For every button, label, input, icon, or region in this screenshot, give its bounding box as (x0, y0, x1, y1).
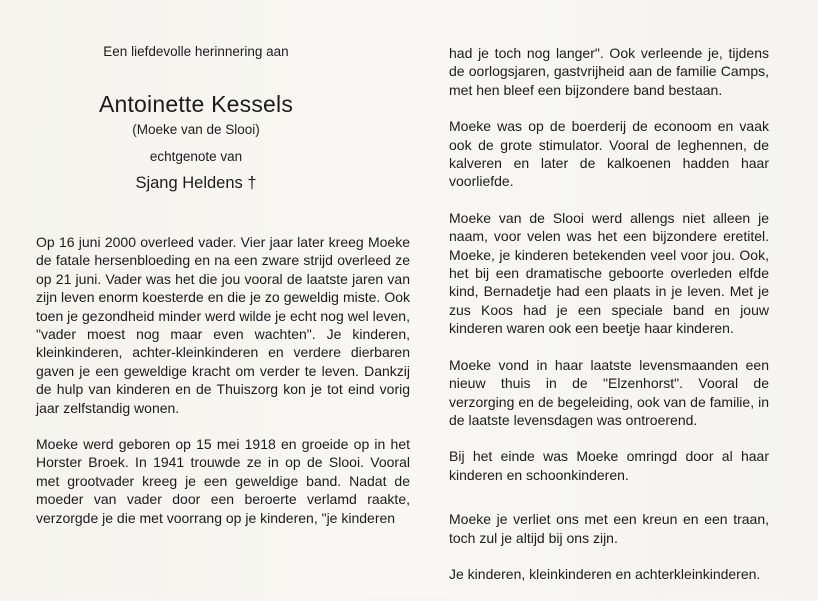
signature: Je kinderen, kleinkinderen en achterkleinkinderen. (449, 565, 761, 582)
intro-line: Een liefdevolle herinnering aan (103, 44, 289, 59)
nickname: (Moeke van de Slooi) (132, 122, 260, 137)
closing-text: Moeke je verliet ons met een kreun en een traan, toch zul je altijd bij ons zijn. (449, 511, 769, 546)
paragraph: Moeke werd geboren op 15 mei 1918 en groeide op in het Horster Broek. In 1941 trouwde ze in op de Slooi. Vooral met grootvader kreeg je een geweldige band. Nadat de moeder van vader door een beroerte verlamd raakte, verzorgde je die met voorrang op je kinderen, "je kinderen (36, 436, 410, 526)
paragraph: Moeke vond in haar laatste levensmaanden een nieuw thuis in de "Elzenhorst". Vooral de verzorging en de begeleiding, ook van de familie, in de laatste levensdagen was ontroerend. (449, 356, 769, 428)
spouse-name: Sjang Heldens † (135, 174, 257, 192)
right-page (449, 44, 769, 601)
paragraph: Moeke was op de boerderij de econoom en vaak ook de grote stimulator. Vooral de leghennen, de kalveren en later de kalkoenen hadden haar voorliefde. (449, 118, 769, 190)
paragraph: Bij het einde was Moeke omringd door al haar kinderen en schoonkinderen. (449, 448, 769, 483)
paragraph: had je toch nog langer". Ook verleende je, tijdens de oorlogsjaren, gastvrijheid aan de familie Camps, met hen bleef een bijzondere band bestaan. (449, 45, 769, 98)
paragraph: Moeke van de Slooi werd allengs niet alleen je naam, voor velen was het een bijzondere eretitel. Moeke, je kinderen betekenden veel voor jou. Ook, het bij een dramatische geboorte overleden elfde kind, Bernadetje had een plaats in je leven. Met je zus Koos had je een speciale band en jouw kinderen waren ook een beetje haar kinderen. (449, 209, 769, 337)
deceased-name: Antoinette Kessels (98, 91, 294, 117)
paragraph: Op 16 juni 2000 overleed vader. Vier jaar later kreeg Moeke de fatale hersenbloeding en na een zware strijd overleed ze op 21 juni. Vader was het die jou vooral de laatste jaren van zijn leven enorm koesterde en die je zo geweldig miste. Ook toen je gezondheid minder werd wilde je echt nog wel leven, "vader moest nog maar even wachten". Je kinderen, kleinkinderen, achter-kleinkinderen en verdere dierbaren gaven je een geweldige kracht om verder te leven. Dankzij de hulp van kinderen en de Thuiszorg kon je tot eind vorig jaar zelfstandig wonen. (36, 234, 410, 416)
spouse-label: echtgenote van (149, 149, 243, 164)
left-page (36, 44, 410, 527)
